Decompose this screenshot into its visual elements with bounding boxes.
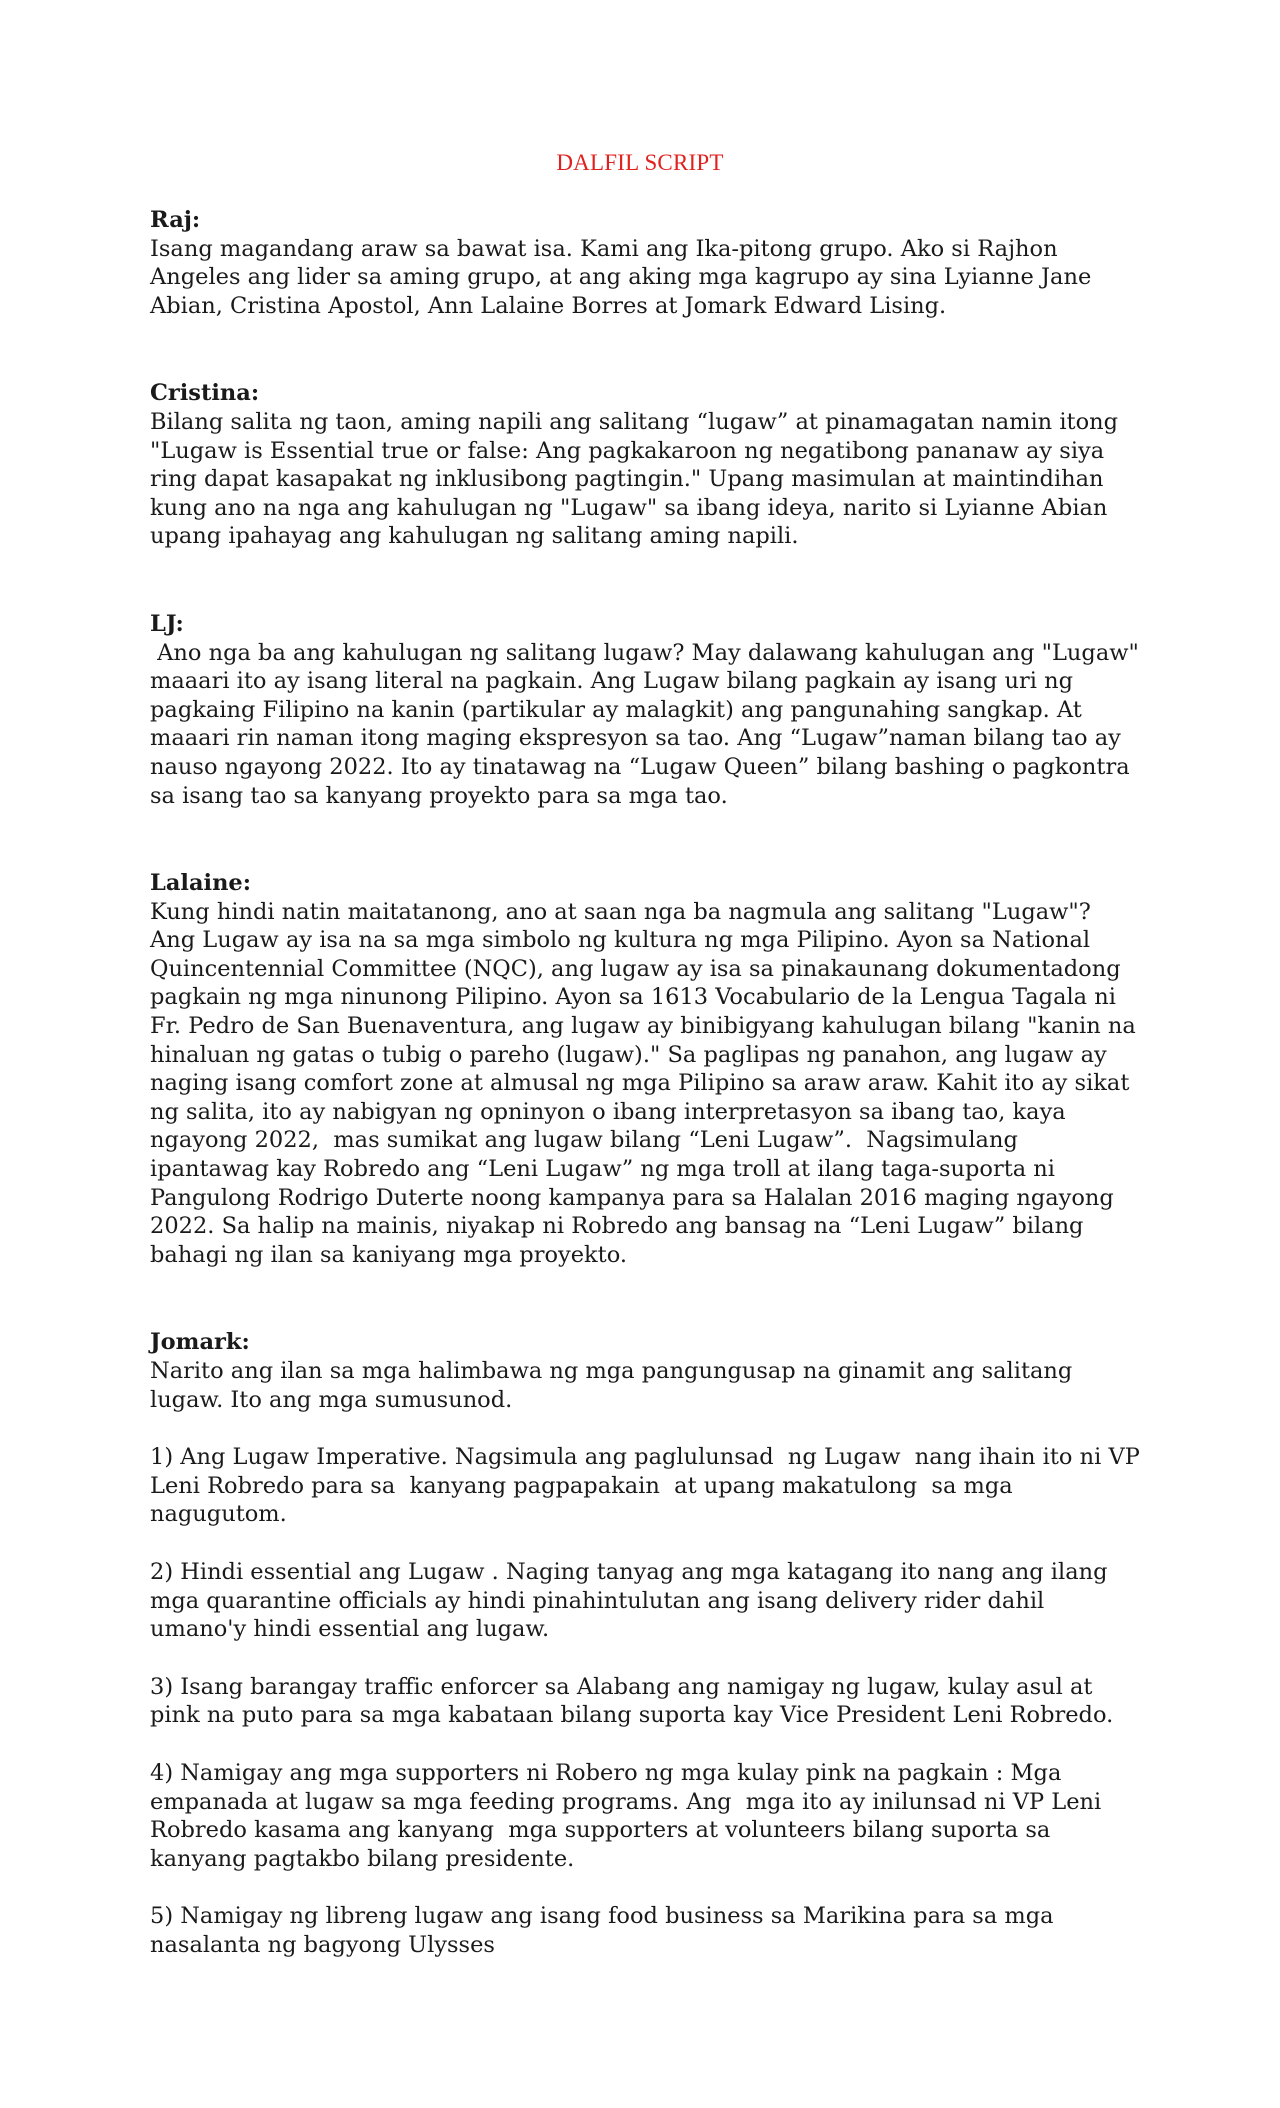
- spacer: [150, 1873, 1140, 1902]
- example-item: 5) Namigay ng libreng lugaw ang isang food business sa Marikina para sa mga nasalanta ng bagyong Ulysses: [150, 1903, 1061, 1958]
- spacer: [150, 1644, 1140, 1673]
- speaker-text: Kung hindi natin maitatanong, ano at saan nga ba nagmula ang salitang "Lugaw"? Ang Lugaw ay isa na sa mga simbolo ng kultura ng mga Pilipino. Ayon sa National Quincentennial Committee (NQC), ang lugaw ay isa sa pinakaunang dokumentadong pagkain ng mga ninunong Pilipino. Ayon sa 1613 Vocabulario de la Lengua Tagala ni Fr. Pedro de San Buenaventura, ang lugaw ay binibigyang kahulugan bilang "kanin na hinaluan ng gatas o tubig o pareho (lugaw)." Sa paglipas ng panahon, ang lugaw ay naging isang comfort zone at almusal ng mga Pilipino sa araw araw. Kahit ito ay sikat ng salita, ito ay nabigyan ng opninyon o ibang interpretasyon sa ibang tao, kaya ngayong 2022, mas sumikat ang lugaw bilang “Leni Lugaw”. Nagsimulang ipantawag kay Robredo ang “Leni Lugaw” ng mga troll at ilang taga-suporta ni Pangulong Rodrigo Duterte noong kampanya para sa Halalan 2016 maging ngayong 2022. Sa halip na mainis, niyakap ni Robredo ang bansag na “Leni Lugaw” bilang bahagi ng ilan sa kaniyang mga proyekto.: [150, 898, 1143, 1268]
- example-item: 2) Hindi essential ang Lugaw . Naging tanyag ang mga katagang ito nang ang ilang mga quarantine officials ay hindi pinahintulutan ang isang delivery rider dahil umano'y hindi essential ang lugaw.: [150, 1558, 1115, 1643]
- spacer: [150, 551, 1140, 610]
- section-cristina: [150, 379, 1140, 551]
- spacer: [150, 1414, 1140, 1443]
- speaker-label: Jomark:: [150, 1329, 250, 1356]
- section-lj: [150, 610, 1147, 810]
- example-item: 4) Namigay ang mga supporters ni Robero ng mga kulay pink na pagkain : Mga empanada at lugaw sa mga feeding programs. Ang mga ito ay inilunsad ni VP Leni Robredo kasama ang kanyang mga supporters at volunteers bilang suporta sa kanyang pagtakbo bilang presidente.: [150, 1759, 1109, 1872]
- speaker-label: Cristina:: [150, 380, 260, 407]
- document-title: DALFIL SCRIPT: [556, 150, 724, 175]
- example-item: 1) Ang Lugaw Imperative. Nagsimula ang paglulunsad ng Lugaw nang ihain ito ni VP Leni Robredo para sa kanyang pagpapakain at upang makatulong sa mga nagugutom.: [150, 1444, 1148, 1528]
- speaker-intro: Narito ang ilan sa mga halimbawa ng mga pangungusap na ginamit ang salitang lugaw. Ito ang mga sumusunod.: [150, 1358, 1073, 1413]
- example-item: 3) Isang barangay traffic enforcer sa Alabang ang namigay ng lugaw, kulay asul at pink na puto para sa mga kabataan bilang suporta kay Vice President Leni Robredo.: [150, 1673, 1114, 1729]
- script-body: [150, 206, 1148, 1960]
- spacer: [150, 1529, 1140, 1558]
- spacer: [150, 810, 1140, 869]
- speaker-label: Raj:: [150, 207, 201, 233]
- speaker-label: LJ:: [150, 610, 184, 637]
- spacer: [150, 1269, 1140, 1328]
- section-jomark: [150, 1328, 1148, 1959]
- spacer: [150, 1730, 1140, 1759]
- speaker-text: Ano nga ba ang kahulugan ng salitang lugaw? May dalawang kahulugan ang "Lugaw" maaari ito ay isang literal na pagkain. Ang Lugaw bilang pagkain ay isang uri ng pagkaing Filipino na kanin (partikular ay malagkit) ang pangunahing sangkap. At maaari rin naman itong maging ekspresyon sa tao. Ang “Lugaw”naman bilang tao ay nauso ngayong 2022. Ito ay tinatawag na “Lugaw Queen” bilang bashing o pagkontra sa isang tao sa kanyang proyekto para sa mga tao.: [150, 639, 1147, 809]
- section-lalaine: [150, 869, 1143, 1269]
- speaker-text: Isang magandang araw sa bawat isa. Kami ang Ika-pitong grupo. Ako si Rajhon Angeles ang lider sa aming grupo, at ang aking mga kagrupo ay sina Lyianne Jane Abian, Cristina Apostol, Ann Lalaine Borres at Jomark Edward Lising.: [150, 235, 1092, 319]
- spacer: [150, 320, 1140, 379]
- section-raj: [150, 206, 1140, 320]
- speaker-label: Lalaine:: [150, 870, 252, 897]
- speaker-text: Bilang salita ng taon, aming napili ang salitang “lugaw” at pinamagatan namin itong "Lugaw is Essential true or false: Ang pagkakaroon ng negatibong pananaw ay siya ring dapat kasapakat ng inklusibong pagtingin." Upang masimulan at maintindihan kung ano na nga ang kahulugan ng "Lugaw" sa ibang ideya, narito si Lyianne Abian upang ipahayag ang kahulugan ng salitang aming napili.: [150, 408, 1119, 550]
